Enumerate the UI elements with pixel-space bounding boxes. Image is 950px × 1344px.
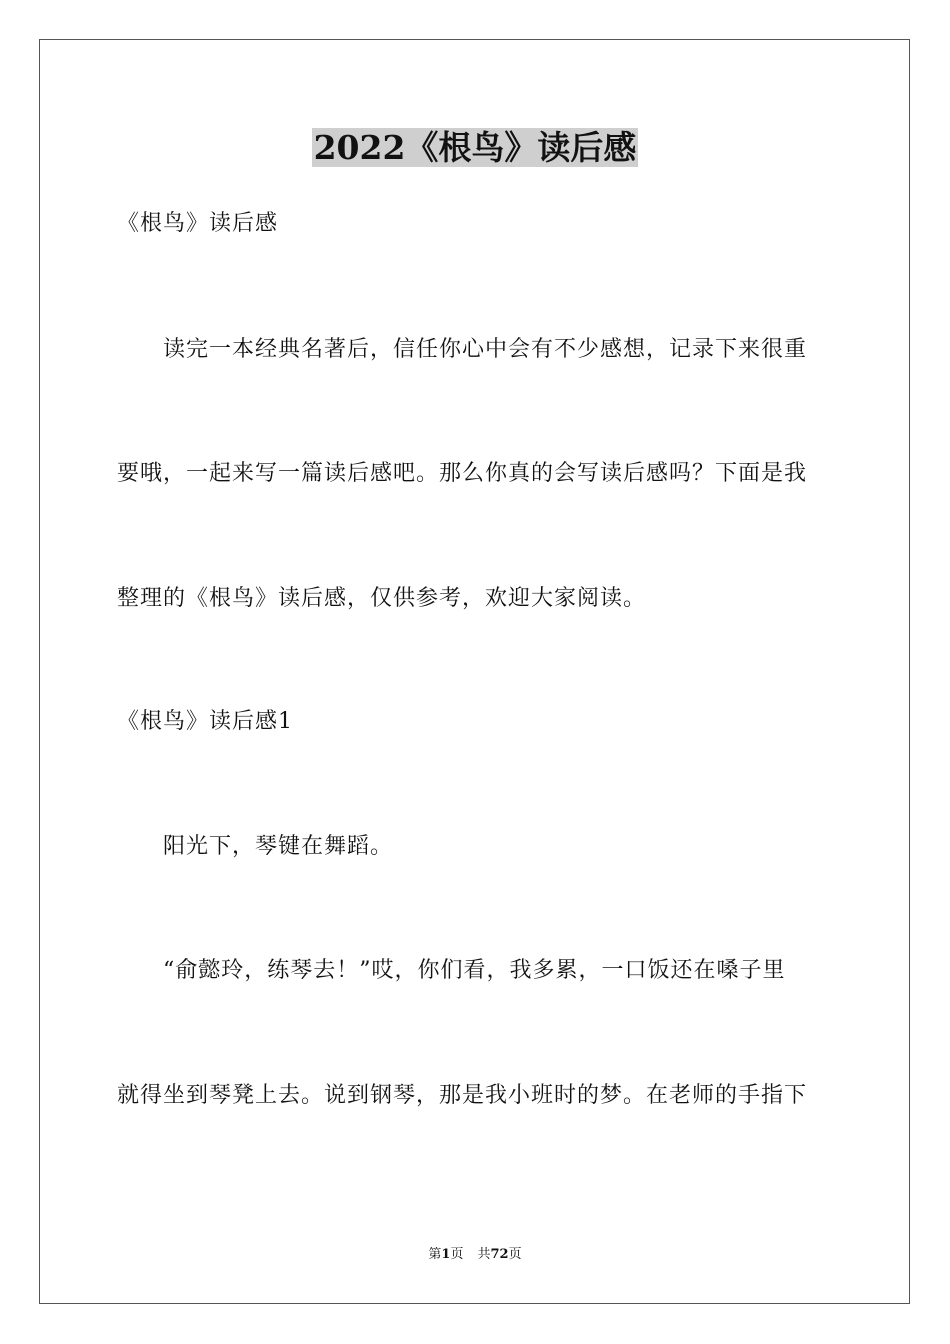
section-heading: 《根鸟》读后感1 [117,709,293,734]
footer-total-prefix: 共 [477,1247,491,1262]
intro-paragraph-line-3: 整理的《根鸟》读后感，仅供参考，欢迎大家阅读。 [117,586,647,611]
document-subtitle: 《根鸟》读后感 [117,211,279,236]
document-title [0,126,950,170]
footer-total-suffix: 页 [508,1247,522,1262]
intro-paragraph-line-2: 要哦，一起来写一篇读后感吧。那么你真的会写读后感吗？下面是我 [117,461,808,486]
paragraph-2-line-1: “俞懿玲，练琴去！”哎，你们看，我多累，一口饭还在嗓子里 [163,958,786,983]
footer-page-prefix: 第 [428,1247,442,1262]
paragraph-1-line-1: 阳光下，琴键在舞蹈。 [163,834,394,859]
footer-page-total: 72 [490,1247,509,1262]
document-title-text: 2022《根鸟》读后感 [313,128,637,167]
footer-page-current: 1 [441,1247,451,1262]
intro-paragraph-line-1: 读完一本经典名著后，信任你心中会有不少感想，记录下来很重 [163,337,808,362]
paragraph-2-line-2: 就得坐到琴凳上去。说到钢琴，那是我小班时的梦。在老师的手指下 [117,1083,808,1108]
page-footer [0,1246,950,1264]
footer-page-suffix: 页 [450,1247,464,1262]
